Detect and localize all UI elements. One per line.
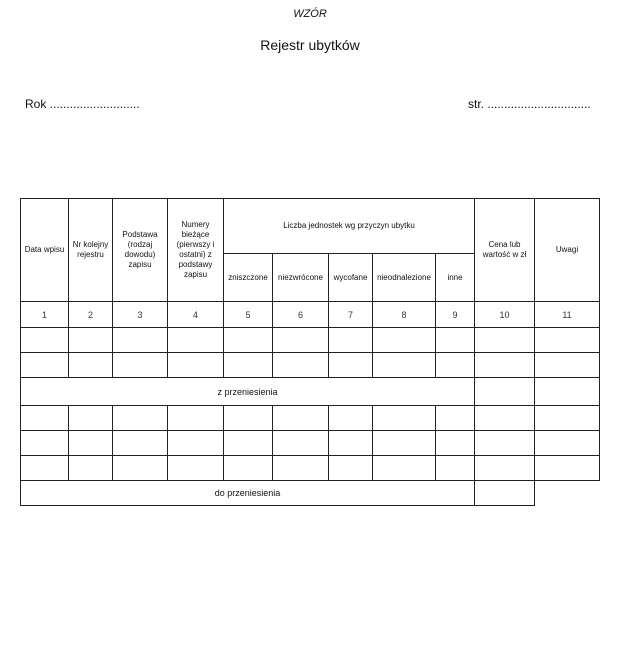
column-number: 3 xyxy=(113,302,168,328)
page-number-field: str. ............................... xyxy=(468,97,591,111)
header-nr-kolejny: Nr kolejny rejestru xyxy=(69,199,113,302)
carried-from-row xyxy=(21,378,600,406)
header-podstawa: Podstawa (rodzaj dowodu) zapisu xyxy=(113,199,168,302)
subheader-cause: zniszczone xyxy=(224,254,273,302)
subheader-cause: inne xyxy=(436,254,475,302)
subheader-cause: wycofane xyxy=(329,254,373,302)
table-row xyxy=(21,328,600,353)
z-przeniesienia-label: z przeniesienia xyxy=(21,378,475,406)
column-number: 7 xyxy=(329,302,373,328)
header-uwagi: Uwagi xyxy=(535,199,600,302)
header-numery: Numery bieżące (pierwszy i ostatni) z podstawy zapisu xyxy=(168,199,224,302)
year-field: Rok ........................... xyxy=(25,97,140,111)
column-number-row xyxy=(21,302,600,328)
subheader-cause: nieodnalezione xyxy=(373,254,436,302)
column-number: 2 xyxy=(69,302,113,328)
column-number: 9 xyxy=(436,302,475,328)
column-number: 4 xyxy=(168,302,224,328)
column-number: 6 xyxy=(273,302,329,328)
do-przeniesienia-label: do przeniesienia xyxy=(21,481,475,506)
table-row xyxy=(21,431,600,456)
table-row xyxy=(21,456,600,481)
form-template-label: WZÓR xyxy=(293,8,327,20)
column-number: 8 xyxy=(373,302,436,328)
page-title: Rejestr ubytków xyxy=(260,37,360,53)
header-data-wpisu: Data wpisu xyxy=(21,199,69,302)
header-cena: Cena lub wartość w zł xyxy=(475,199,535,302)
column-number: 1 xyxy=(21,302,69,328)
loss-register-table xyxy=(20,198,600,506)
column-number: 11 xyxy=(535,302,600,328)
header-liczba-jednostek: Liczba jednostek wg przyczyn ubytku xyxy=(224,199,475,254)
column-number: 5 xyxy=(224,302,273,328)
carried-to-row xyxy=(21,481,600,506)
subheader-cause: niezwrócone xyxy=(273,254,329,302)
column-number: 10 xyxy=(475,302,535,328)
table-row xyxy=(21,353,600,378)
table-row xyxy=(21,406,600,431)
